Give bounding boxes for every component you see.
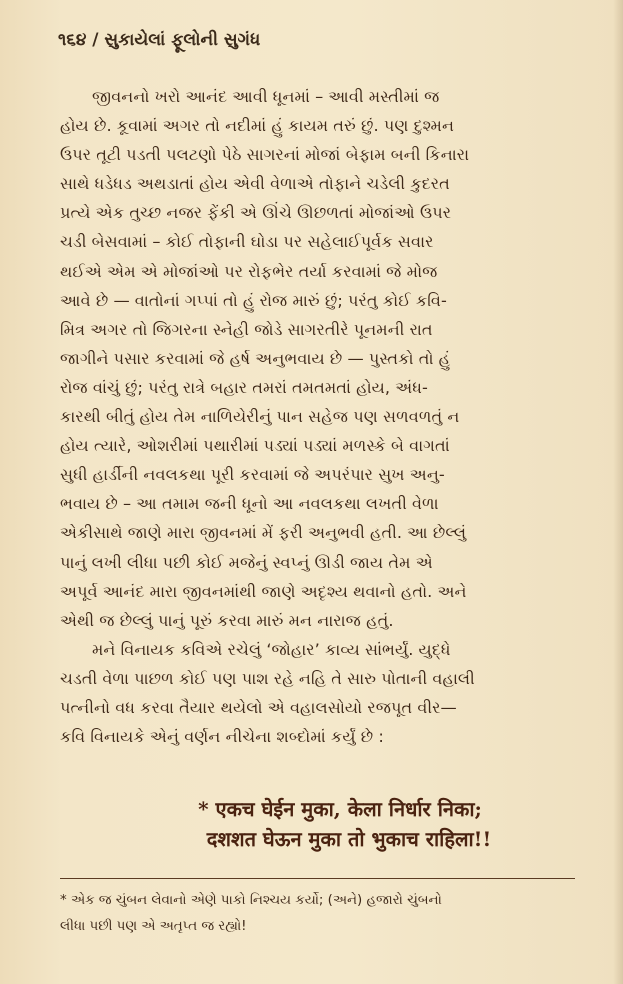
text-line: પત્નીનો વધ કરવા તૈયાર થયેલો એ વહાલસોયો રજપૂત વીર— [60, 697, 457, 717]
text-line: આવે છે — વાતોનાં ગપ્પાં તો હું રોજ મારું છું; પરંતુ કોઈ કવિ- [60, 290, 447, 310]
verse-line-1: * एकच घेईन मुका, केला निर्धार निका; [198, 797, 482, 821]
text-line: થઈએ એમ એ મોજાંઓ પર રોફભેર તર્યા કરવામાં જે મોજ [60, 261, 438, 281]
footnote [60, 888, 575, 940]
text-line: પાનું લખી લીધા પછી કોઈ મજેનું સ્વપ્નું ઊડી જાય તેમ એ [60, 552, 433, 572]
text-line: હોય ત્યારે, ઓશરીમાં પથારીમાં પડ્યાં પડ્યાં મળસ્કે બે વાગતાં [60, 436, 450, 456]
text-line: સાથે ધડેધડ અથડાતાં હોય એવી વેળાએ તોફાને ચડેલી કુદરત [60, 174, 450, 194]
text-line: ચડતી વેળા પાછળ કોઈ પણ પાશ રહે નહિ તે સારુ પોતાની વહાલી [60, 668, 475, 688]
footnote-line: * એક જ ચુંબન લેવાનો એણે પાકો નિશ્ચય કર્યો; (અને) હજારો ચુંબનો [60, 893, 442, 908]
verse-line-2: दशशत घेऊन मुका तो भुकाच राहिला!! [206, 827, 492, 851]
text-line: એથી જ છેલ્લું પાનું પૂરું કરવા મારું મન નારાજ હતું. [60, 610, 394, 630]
text-line: મિત્ર અગર તો જિગરના સ્નેહી જોડે સાગરતીરે પૂનમની રાત [60, 319, 433, 339]
text-line: એકીસાથે જાણે મારા જીવનમાં મેં ફરી અનુભવી હતી. આ છેલ્લું [60, 523, 467, 543]
paragraph-2 [60, 635, 575, 751]
text-line: રોજ વાંચું છું; પરંતુ રાત્રે બહાર તમરાં તમતમતાં હોય, અંધ- [60, 377, 428, 397]
paragraph-1 [60, 82, 575, 635]
running-header: ૧૬૪ / સુકાયેલાં ફૂલોની સુગંધ [58, 30, 261, 50]
text-line: કારથી બીતું હોય તેમ નાળિયેરીનું પાન સહેજ પણ સળવળતું ન [60, 407, 460, 427]
text-line: અપૂર્વ આનંદ મારા જીવનમાંથી જાણે અદૃશ્ય થવાનો હતો. અને [60, 581, 467, 601]
footnote-divider [60, 878, 575, 879]
text-line: જાગીને પસાર કરવામાં જે હર્ષ અનુભવાય છે — પુસ્તકો તો હું [60, 348, 451, 368]
page-edge-shadow [613, 0, 623, 984]
text-line: હોય છે. કૂવામાં અગર તો નદીમાં હું કાયમ તરું છું. પણ દુશ્મન [60, 116, 455, 136]
text-line: પ્રત્યે એક તુચ્છ નજર ફેંકી એ ઊંચે ઊછળતાં મોજાંઓ ઉપર [60, 203, 452, 223]
text-line: ઉપર તૂટી પડતી પલટણો પેઠે સાગરનાં મોજાં બેફામ બની કિનારા [60, 145, 470, 165]
text-line: મને વિનાયક કવિએ રચેલું ‘જોહાર’ કાવ્ય સાંભર્યું. યુદ્ધે [92, 639, 451, 659]
text-line: કવિ વિનાયકે એનું વર્ણન નીચેના શબ્દોમાં કર્યું છે : [60, 727, 384, 747]
footnote-line: લીધા પછી પણ એ અતૃપ્ત જ રહ્યો! [60, 919, 247, 934]
text-line: જીવનનો ખરો આનંદ આવી ધૂનમાં – આવી મસ્તીમાં જ [92, 87, 440, 106]
text-line: ચડી બેસવામાં – કોઈ તોફાની ઘોડા પર સહેલાઈપૂર્વક સવાર [60, 232, 434, 252]
page-body [60, 82, 575, 751]
text-line: ભવાય છે – આ તમામ જની ધૂનો આ નવલકથા લખતી વેળા [60, 494, 439, 514]
quoted-verse [120, 794, 560, 854]
text-line: સુધી હાર્ડીની નવલકથા પૂરી કરવામાં જે અપરંપાર સુખ અનુ- [60, 465, 445, 485]
